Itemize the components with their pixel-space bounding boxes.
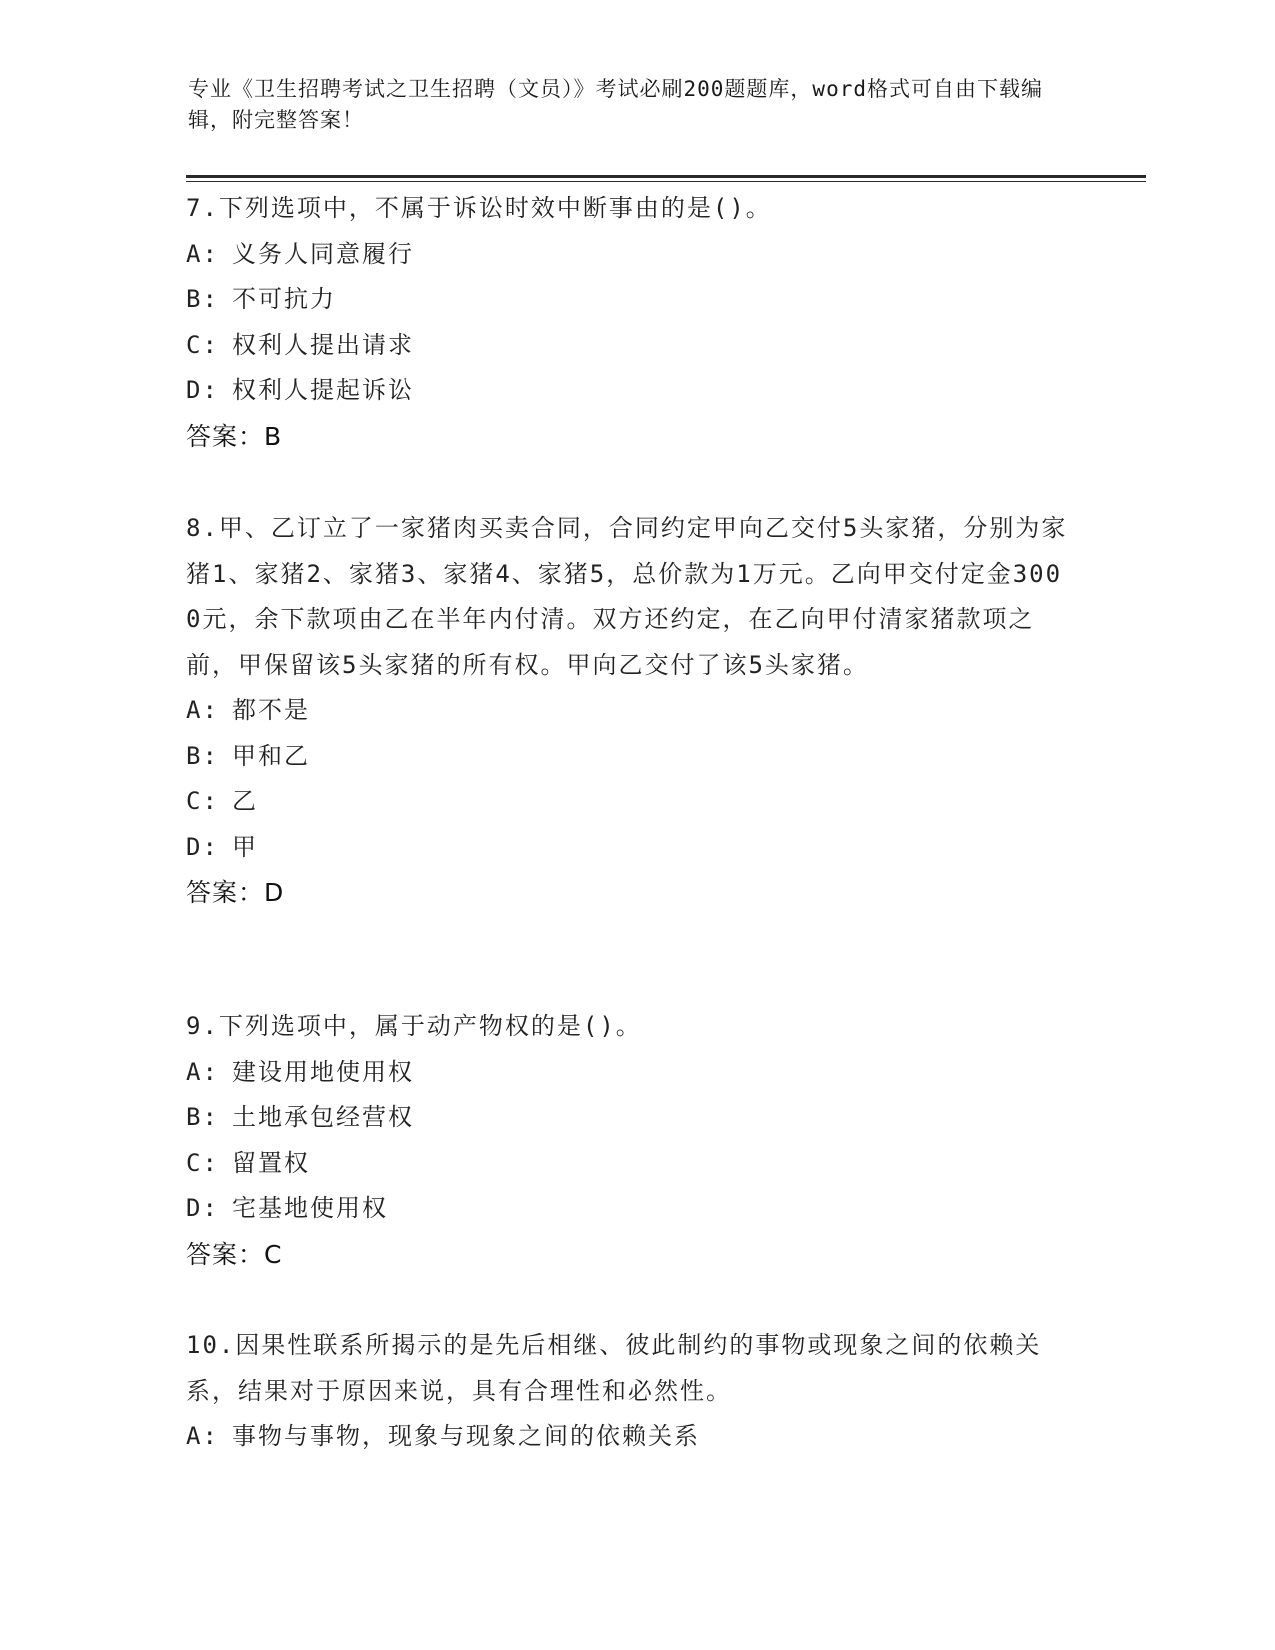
- option-c: [186, 323, 1086, 369]
- answer-line: 答案：B: [186, 421, 283, 451]
- option-a: [186, 688, 1086, 734]
- option-text: 甲和乙: [232, 741, 310, 770]
- option-letter: B:: [186, 1103, 219, 1131]
- question-8: [186, 506, 1086, 916]
- option-d: [186, 368, 1086, 414]
- question-stem: 9.下列选项中，属于动产物权的是()。: [186, 1012, 642, 1040]
- option-letter: C:: [186, 787, 219, 815]
- question-stem: 10.因果性联系所揭示的是先后相继、彼此制约的事物或现象之间的依赖关系，结果对于原因来说，具有合理性和必然性。: [186, 1331, 1042, 1405]
- option-b: [186, 277, 1086, 323]
- option-text: 权利人提出请求: [232, 330, 414, 359]
- option-text: 乙: [232, 787, 258, 815]
- option-text: 义务人同意履行: [232, 239, 414, 268]
- answer-line: 答案：D: [186, 878, 285, 907]
- option-b: [186, 734, 1086, 780]
- option-a: [186, 232, 1086, 278]
- header-divider-thick: [186, 175, 1146, 178]
- option-text: 建设用地使用权: [232, 1057, 414, 1086]
- option-letter: B:: [186, 285, 219, 313]
- question-7: [186, 186, 1086, 459]
- answer-line: 答案：C: [186, 1239, 283, 1269]
- question-9: [186, 1004, 1086, 1277]
- option-letter: A:: [186, 1422, 219, 1450]
- option-text: 留置权: [232, 1148, 310, 1177]
- question-stem: 8.甲、乙订立了一家猪肉买卖合同，合同约定甲向乙交付5头家猪，分别为家猪1、家猪2、家猪3、家猪4、家猪5，总价款为1万元。乙向甲交付定金3000元，余下款项由乙在半年内付清。双方还约定，在乙向甲付清家猪款项之前，甲保留该5头家猪的所有权。甲向乙交付了该5头家猪。: [186, 514, 1068, 679]
- document-header: 专业《卫生招聘考试之卫生招聘（文员）》考试必刷200题题库，word格式可自由下载编辑，附完整答案！: [188, 77, 1043, 132]
- option-b: [186, 1095, 1086, 1141]
- option-text: 甲: [232, 832, 258, 861]
- option-a: [186, 1050, 1086, 1096]
- option-text: 事物与事物，现象与现象之间的依赖关系: [232, 1422, 700, 1450]
- option-a: [186, 1414, 1066, 1460]
- option-text: 土地承包经营权: [232, 1103, 414, 1131]
- option-letter: B:: [186, 741, 219, 770]
- option-letter: C:: [186, 1148, 219, 1177]
- option-c: [186, 1141, 1086, 1187]
- option-text: 权利人提起诉讼: [232, 376, 414, 404]
- header-divider-thin: [186, 181, 1146, 182]
- option-text: 不可抗力: [232, 285, 336, 313]
- option-d: [186, 1186, 1086, 1232]
- option-d: [186, 825, 1086, 871]
- option-letter: D:: [186, 376, 219, 404]
- option-letter: D:: [186, 1194, 219, 1222]
- option-c: [186, 779, 1086, 825]
- option-letter: A:: [186, 1057, 219, 1086]
- option-text: 宅基地使用权: [232, 1194, 388, 1222]
- question-stem: 7.下列选项中，不属于诉讼时效中断事由的是()。: [186, 194, 772, 222]
- option-letter: D:: [186, 832, 219, 861]
- option-letter: C:: [186, 330, 219, 359]
- option-text: 都不是: [232, 696, 310, 724]
- question-10: [186, 1323, 1066, 1460]
- option-letter: A:: [186, 696, 219, 724]
- option-letter: A:: [186, 239, 219, 268]
